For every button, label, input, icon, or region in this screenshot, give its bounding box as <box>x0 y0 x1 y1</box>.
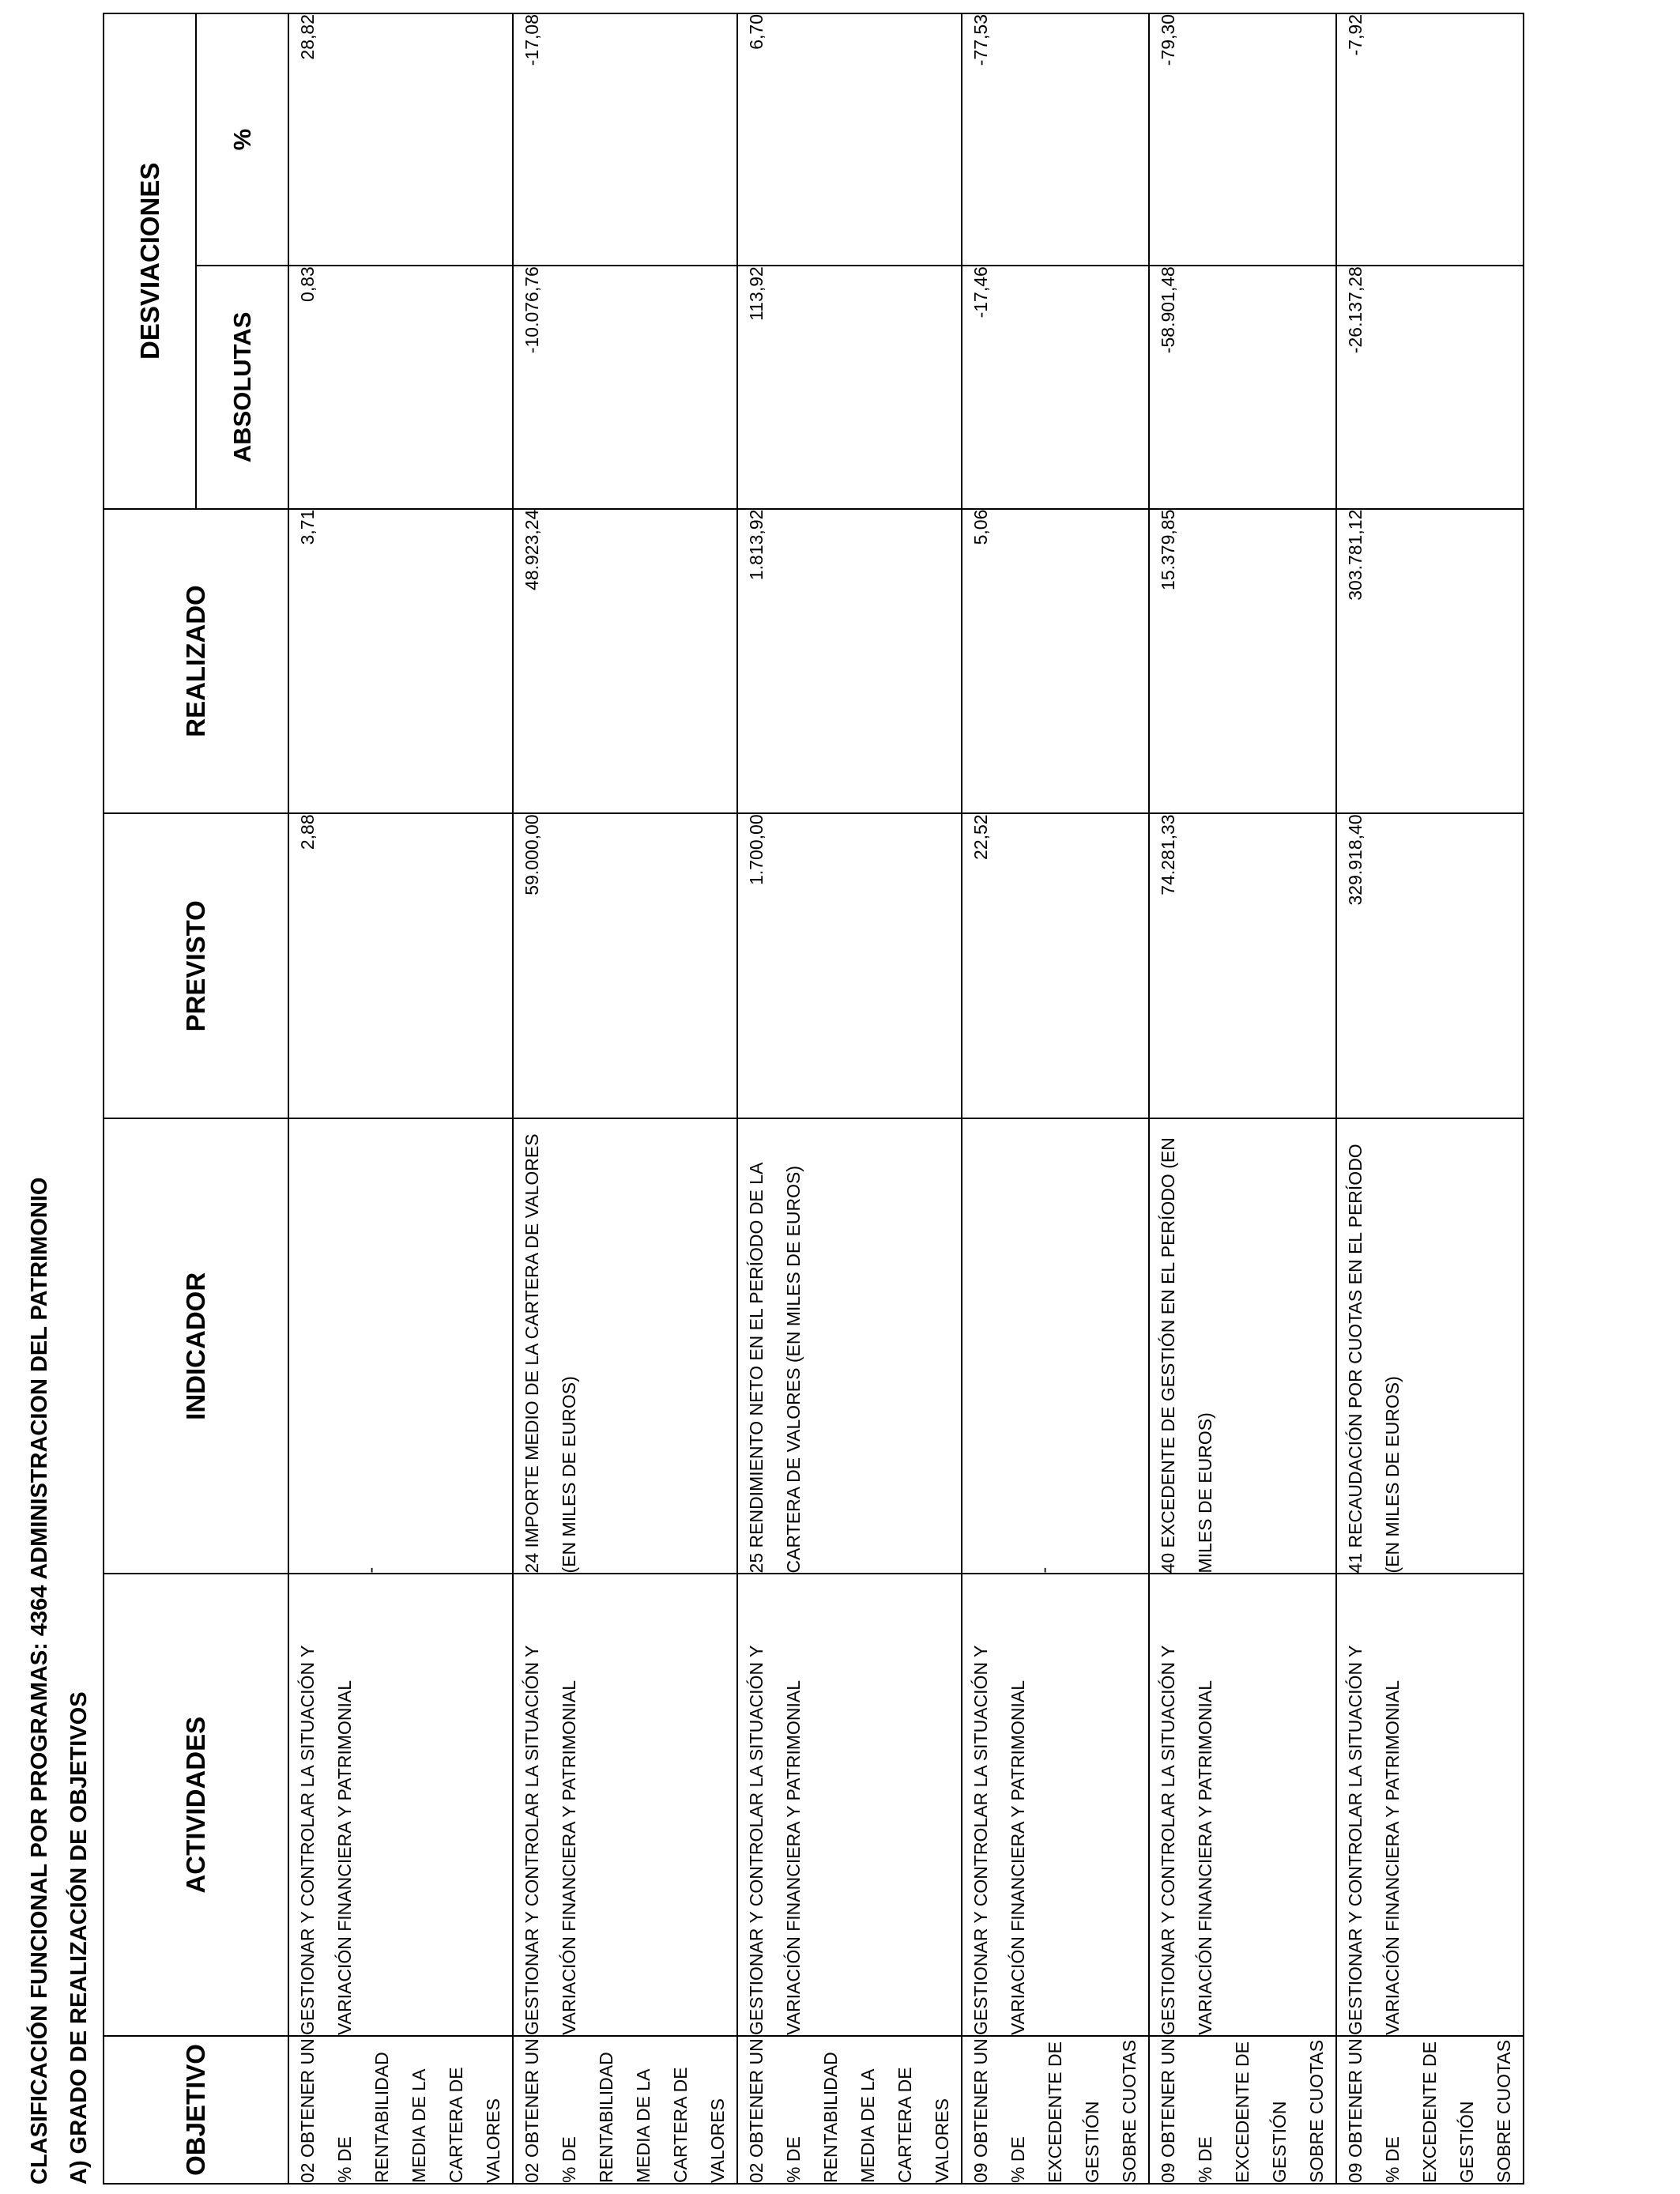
cell-objetivo: 09 OBTENER UN % DE EXCEDENTE DE GESTIÓN SOBRE CUOTAS <box>1149 2036 1336 2184</box>
cell-absolutas: -10.076,76 <box>513 266 737 508</box>
cell-objetivo: 09 OBTENER UN % DE EXCEDENTE DE GESTIÓN SOBRE CUOTAS <box>1336 2036 1524 2184</box>
cell-porcentaje: 6,70 <box>737 13 962 266</box>
header-porcentaje: % <box>196 13 288 266</box>
cell-actividades: GESTIONAR Y CONTROLAR LA SITUACIÓN Y VARIACIÓN FINANCIERA Y PATRIMONIAL <box>288 1574 513 2036</box>
cell-actividades: GESTIONAR Y CONTROLAR LA SITUACIÓN Y VARIACIÓN FINANCIERA Y PATRIMONIAL <box>962 1574 1149 2036</box>
cell-realizado: 48.923,24 <box>513 509 737 814</box>
header-realizado: REALIZADO <box>104 509 288 814</box>
table-row <box>288 13 513 2184</box>
cell-previsto: 22,52 <box>962 813 1149 1118</box>
cell-porcentaje: -17,08 <box>513 13 737 266</box>
cell-previsto: 59.000,00 <box>513 813 737 1118</box>
cell-indicador: 41 RECAUDACIÓN POR CUOTAS EN EL PERÍODO (EN MILES DE EUROS) <box>1336 1118 1524 1574</box>
table-row <box>513 13 737 2184</box>
cell-previsto: 2,88 <box>288 813 513 1118</box>
cell-absolutas: 0,83 <box>288 266 513 508</box>
page-title: CLASIFICACIÓN FUNCIONAL POR PROGRAMAS: 4364 ADMINISTRACION DEL PATRIMONIO <box>27 1177 52 2185</box>
cell-actividades: GESTIONAR Y CONTROLAR LA SITUACIÓN Y VARIACIÓN FINANCIERA Y PATRIMONIAL <box>1336 1574 1524 2036</box>
cell-absolutas: -58.901,48 <box>1149 266 1336 508</box>
cell-actividades: GESTIONAR Y CONTROLAR LA SITUACIÓN Y VARIACIÓN FINANCIERA Y PATRIMONIAL <box>1149 1574 1336 2036</box>
cell-realizado: 1.813,92 <box>737 509 962 814</box>
header-absolutas: ABSOLUTAS <box>196 266 288 508</box>
cell-previsto: 74.281,33 <box>1149 813 1336 1118</box>
cell-actividades: GESTIONAR Y CONTROLAR LA SITUACIÓN Y VARIACIÓN FINANCIERA Y PATRIMONIAL <box>513 1574 737 2036</box>
header-actividades: ACTIVIDADES <box>104 1574 288 2036</box>
cell-absolutas: -17,46 <box>962 266 1149 508</box>
header-row-1 <box>104 13 196 2184</box>
cell-porcentaje: -79,30 <box>1149 13 1336 266</box>
cell-previsto: 1.700,00 <box>737 813 962 1118</box>
cell-objetivo: 02 OBTENER UN % DE RENTABILIDAD MEDIA DE LA CARTERA DE VALORES <box>737 2036 962 2184</box>
table-row <box>1336 13 1524 2184</box>
table-row <box>962 13 1149 2184</box>
cell-absolutas: 113,92 <box>737 266 962 508</box>
cell-actividades: GESTIONAR Y CONTROLAR LA SITUACIÓN Y VARIACIÓN FINANCIERA Y PATRIMONIAL <box>737 1574 962 2036</box>
table-row <box>1149 13 1336 2184</box>
cell-realizado: 303.781,12 <box>1336 509 1524 814</box>
cell-porcentaje: 28,82 <box>288 13 513 266</box>
cell-objetivo: 02 OBTENER UN % DE RENTABILIDAD MEDIA DE LA CARTERA DE VALORES <box>513 2036 737 2184</box>
header-desviaciones: DESVIACIONES <box>104 13 196 509</box>
cell-porcentaje: -77,53 <box>962 13 1149 266</box>
cell-realizado: 15.379,85 <box>1149 509 1336 814</box>
header-previsto: PREVISTO <box>104 813 288 1118</box>
cell-realizado: 3,71 <box>288 509 513 814</box>
cell-previsto: 329.918,40 <box>1336 813 1524 1118</box>
cell-realizado: 5,06 <box>962 509 1149 814</box>
cell-porcentaje: -7,92 <box>1336 13 1524 266</box>
table-row <box>737 13 962 2184</box>
cell-absolutas: -26.137,28 <box>1336 266 1524 508</box>
header-objetivo: OBJETIVO <box>104 2036 288 2184</box>
cell-indicador: 25 RENDIMIENTO NETO EN EL PERÍODO DE LA CARTERA DE VALORES (EN MILES DE EUROS) <box>737 1118 962 1574</box>
cell-indicador: 40 EXCEDENTE DE GESTIÓN EN EL PERÍODO (EN MILES DE EUROS) <box>1149 1118 1336 1574</box>
cell-indicador: 24 IMPORTE MEDIO DE LA CARTERA DE VALORES (EN MILES DE EUROS) <box>513 1118 737 1574</box>
cell-indicador: - <box>962 1118 1149 1574</box>
header-indicador: INDICADOR <box>104 1118 288 1574</box>
cell-indicador: - <box>288 1118 513 1574</box>
section-subtitle: A) GRADO DE REALIZACIÓN DE OBJETIVOS <box>66 1691 92 2185</box>
cell-objetivo: 02 OBTENER UN % DE RENTABILIDAD MEDIA DE LA CARTERA DE VALORES <box>288 2036 513 2184</box>
objectives-table <box>103 13 1524 2185</box>
cell-objetivo: 09 OBTENER UN % DE EXCEDENTE DE GESTIÓN SOBRE CUOTAS <box>962 2036 1149 2184</box>
